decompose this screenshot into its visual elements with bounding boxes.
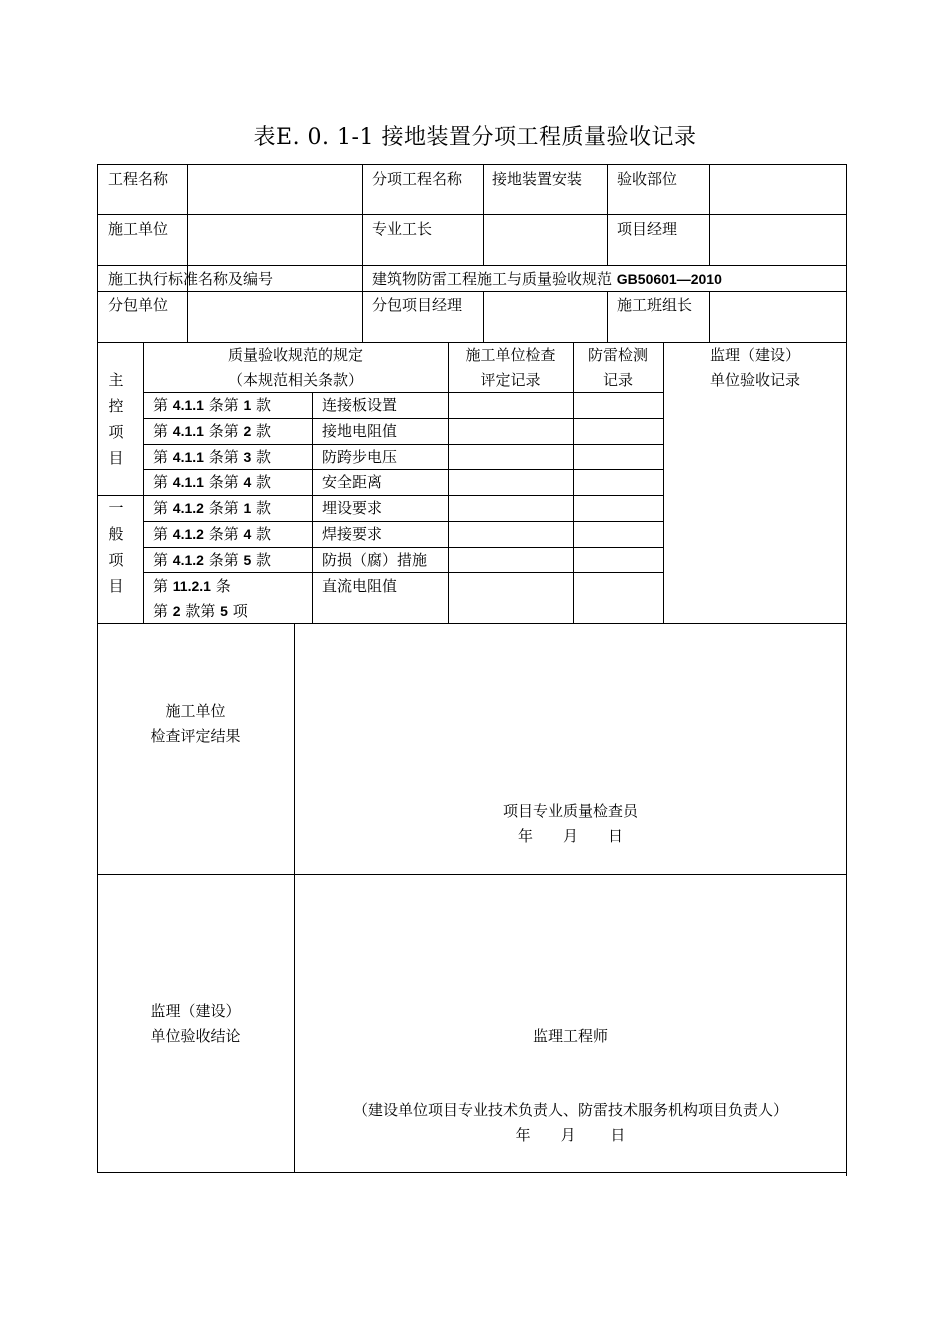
col-divider — [187, 291, 188, 342]
general-item-clause-line1: 第 11.2.1 条 — [153, 577, 231, 595]
spec-header-line1: 质量验收规范的规定 — [227, 346, 363, 364]
general-char: 一 — [108, 499, 124, 517]
row-divider — [97, 623, 847, 624]
col-divider — [483, 164, 484, 265]
general-item-clause: 第 4.1.2 条第 1 款 — [153, 499, 272, 517]
main-control-char: 项 — [108, 423, 124, 441]
row-divider — [143, 444, 664, 445]
supervision-conclusion-date: 年 月 日 — [515, 1126, 626, 1144]
project-manager-label: 项目经理 — [617, 220, 678, 238]
construction-result-label-line2: 检查评定结果 — [150, 727, 241, 745]
table-border-right — [846, 164, 847, 1176]
main-item-name: 接地电阻值 — [322, 422, 398, 440]
quality-inspector-signature: 项目专业质量检查员 — [502, 802, 638, 820]
subitem-name-label: 分项工程名称 — [372, 170, 463, 188]
general-item-clause: 第 4.1.2 条第 4 款 — [153, 525, 272, 543]
supervising-engineer-signature: 监理工程师 — [532, 1027, 608, 1045]
standard-value-code: GB50601—2010 — [616, 271, 722, 287]
general-char: 般 — [108, 525, 124, 543]
row-divider — [97, 214, 847, 215]
spec-header-line2: （本规范相关条款） — [227, 371, 363, 389]
row-divider — [143, 521, 664, 522]
col-divider — [362, 291, 363, 342]
row-divider — [143, 418, 664, 419]
main-item-clause: 第 4.1.1 条第 3 款 — [153, 448, 272, 466]
foreman-label: 专业工长 — [372, 220, 433, 238]
standard-value[interactable] — [372, 269, 722, 289]
main-control-char: 主 — [108, 371, 124, 389]
supervision-conclusion-label-line2: 单位验收结论 — [150, 1027, 241, 1045]
col-divider — [709, 164, 710, 265]
col-divider — [294, 623, 295, 1173]
general-char: 项 — [108, 551, 124, 569]
subitem-name-value[interactable]: 接地装置安装 — [492, 170, 583, 188]
supervision-header-line2: 单位验收记录 — [709, 371, 800, 389]
main-control-label — [106, 367, 126, 471]
lightning-header-line2: 记录 — [602, 371, 633, 389]
standard-label: 施工执行标准名称及编号 — [108, 270, 274, 288]
general-item-clause: 第 4.1.2 条第 5 款 — [153, 551, 272, 569]
standard-value-text: 建筑物防雷工程施工与质量验收规范 — [372, 270, 617, 288]
supervision-header-line1: 监理（建设） — [709, 346, 800, 364]
team-leader-label: 施工班组长 — [617, 296, 693, 314]
col-divider — [607, 164, 608, 265]
general-char: 目 — [108, 577, 124, 595]
col-divider — [709, 291, 710, 342]
general-item-name: 直流电阻值 — [322, 577, 398, 595]
main-control-char: 控 — [108, 397, 124, 415]
check-header-line1: 施工单位检查 — [465, 346, 556, 364]
main-item-clause: 第 4.1.1 条第 1 款 — [153, 396, 272, 414]
main-item-name: 安全距离 — [322, 473, 383, 491]
main-item-name: 防跨步电压 — [322, 448, 398, 466]
general-item-name: 焊接要求 — [322, 525, 383, 543]
row-divider — [143, 572, 664, 573]
row-divider — [97, 874, 847, 875]
supervision-conclusion-label-line1: 监理（建设） — [150, 1002, 241, 1020]
lightning-header-line1: 防雷检测 — [587, 346, 648, 364]
table-border-top — [97, 164, 847, 165]
main-item-clause: 第 4.1.1 条第 2 款 — [153, 422, 272, 440]
main-item-name: 连接板设置 — [322, 396, 398, 414]
row-divider — [97, 291, 847, 292]
subcontractor-label: 分包单位 — [108, 296, 169, 314]
construction-unit-label: 施工单位 — [108, 220, 169, 238]
main-control-char: 目 — [108, 449, 124, 467]
sub-pm-label: 分包项目经理 — [372, 296, 463, 314]
construction-result-date: 年 月 日 — [517, 827, 623, 845]
check-header-line2: 评定记录 — [480, 371, 541, 389]
row-divider — [97, 342, 847, 343]
row-divider — [143, 392, 664, 393]
row-divider — [143, 547, 664, 548]
acceptance-record-table — [97, 164, 847, 1173]
row-divider — [97, 265, 847, 266]
general-item-name: 埋设要求 — [322, 499, 383, 517]
col-divider — [362, 265, 363, 291]
table-border-left — [97, 164, 98, 1173]
col-divider — [483, 291, 484, 342]
general-item-name: 防损（腐）措施 — [322, 551, 428, 569]
acceptance-part-label: 验收部位 — [617, 170, 678, 188]
col-divider — [607, 291, 608, 342]
responsible-persons-note: （建设单位项目专业技术负责人、防雷技术服务机构项目负责人） — [352, 1101, 788, 1119]
main-item-clause: 第 4.1.1 条第 4 款 — [153, 473, 272, 491]
project-name-label: 工程名称 — [108, 170, 169, 188]
row-divider — [97, 495, 664, 496]
general-items-label — [106, 495, 126, 599]
construction-result-label-line1: 施工单位 — [165, 702, 226, 720]
col-divider — [312, 392, 313, 623]
page-title: 表E. 0. 1-1 接地装置分项工程质量验收记录 — [253, 125, 697, 150]
col-divider — [362, 164, 363, 265]
table-border-bottom — [97, 1172, 847, 1173]
general-item-clause-line2: 第 2 款第 5 项 — [153, 602, 248, 620]
row-divider — [143, 469, 664, 470]
